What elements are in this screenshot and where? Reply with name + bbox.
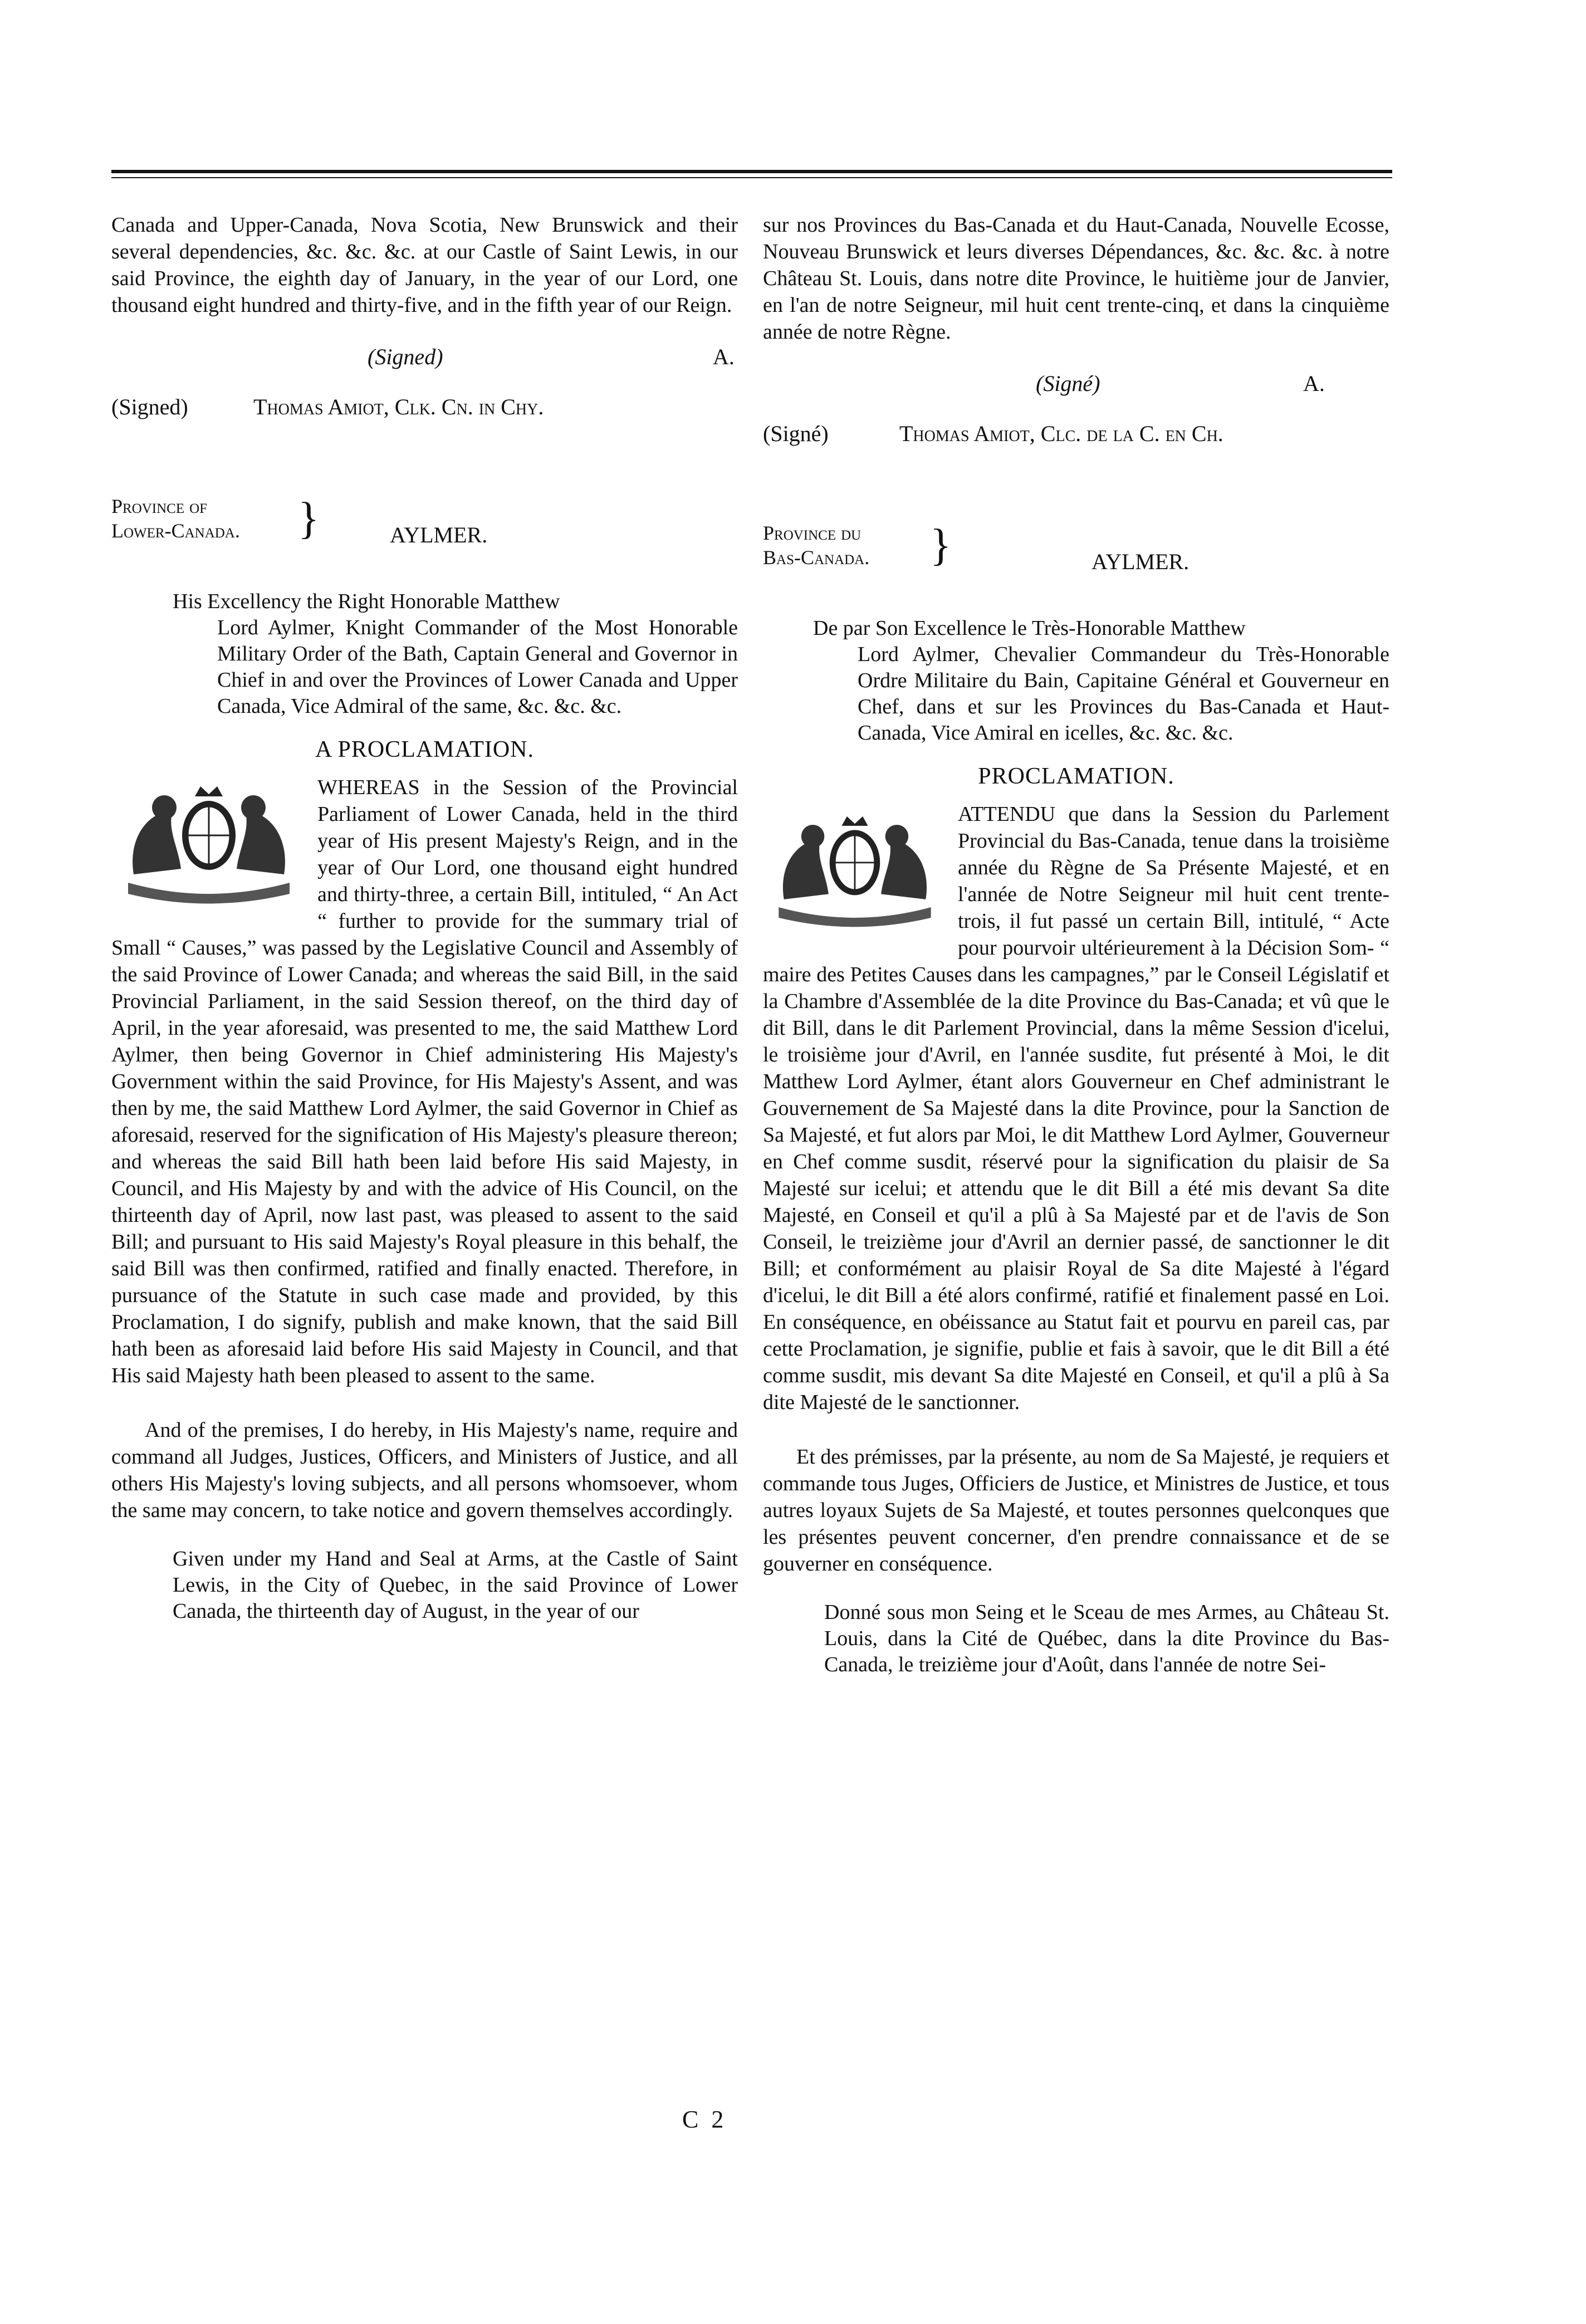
french-proclamation-title: PROCLAMATION. [978,764,1174,789]
header-rule-thick [111,170,1392,173]
english-governor-name: AYLMER. [390,522,488,547]
french-column [763,212,1389,1699]
english-province-line1: Province of [111,495,208,517]
royal-arms-icon [111,780,306,908]
english-given-paragraph: Given under my Hand and Seal at Arms, at the Castle of Saint Lewis, in the City of Quebec, in the said Province of Lower Canada, the thirteenth day of August, in the year of our [173,1547,738,1623]
english-province-block [111,494,738,578]
english-address-rest: Lord Aylmer, Knight Commander of the Most Honorable Military Order of the Bath, Captain General and Governor in Chief in and over the Provinces of Lower Canada and Upper Canada, Vice Admiral of the same, &c. &c. &c. [217,616,738,718]
english-proclamation-title: A PROCLAMATION. [315,737,535,762]
english-clerk-name: Thomas Amiot, Clk. Cn. in Chy. [253,394,544,419]
english-province-label [111,494,240,543]
french-whereas-paragraph: ATTENDU que dans la Session du Parlement Provincial du Bas-Canada, tenue dans la troisième année du Règne de Sa Présente Majesté, et en l'année de Notre Seigneur mil huit cent trente-trois, il fut passé un certain Bill, intitulé, “ Acte pour pourvoir ultérieurement à la Décision Som- “ maire des Petites Causes dans les campagnes,” par le Conseil Législatif et la Chambre d'Assemblée de la dite Province du Bas-Canada; et vû que le dit Bill, dans le dit Parlement Provincial, dans la même Session d'icelui, le troisième jour d'Avril, en l'année susdite, fut présenté à Moi, le dit Matthew Lord Aylmer, étant alors Gouverneur en Chef administrant le Gouvernement de Sa Majesté dans la dite Province, pour la Sanction de Sa Majesté, et fut alors par Moi, le dit Matthew Lord Aylmer, Gouverneur en Chef comme susdit, réservé pour la signification du plaisir de Sa Majesté sur icelui; et attendu que le dit Bill a été mis devant Sa dite Majesté, en Conseil et qu'il a plû à Sa Majesté par et de l'avis de Son Conseil, le treizième jour d'Avril an dernier passé, de sanctionner le dit Bill; et conformément au plaisir Royal de Sa dite Majesté à l'égard d'icelui, le dit Bill a été alors confirmé, ratifié et finalement passé en Loi. En conséquence, en obéissance au Statut fait et pourvu en pareil cas, par cette Proclamation, je signifie, publie et fais à savoir, que le dit Bill a été comme susdit, mis devant Sa dite Majesté en Conseil, et qu'il a plû à Sa dite Majesté de le sanctionner. [763,803,1389,1414]
page-folio: C 2 [682,2106,727,2133]
english-signature-line [111,344,738,377]
english-column [111,212,738,1646]
english-intro-paragraph: Canada and Upper-Canada, Nova Scotia, New Brunswick and their several dependencies, &c. &c. &c. at our Castle of Saint Lewis, in our said Province, the eighth day of January, in the year of our Lord, one thousand eight hundred and thirty-five, and in the fifth year of our Reign. [111,213,738,317]
english-province-brace: } [298,494,320,543]
french-whereas-block [763,801,1389,1416]
english-address-block [173,589,738,720]
french-clerk-signed: (Signé) [763,421,829,446]
french-given-paragraph: Donné sous mon Seing et le Sceau de mes Armes, au Château St. Louis, dans la Cité de Québec, dans la dite Province du Bas-Canada, le treizième jour d'Août, dans l'année de notre Sei- [824,1601,1389,1676]
french-clerk-line [763,420,1389,454]
french-address-line1: De par Son Excellence le Très-Honorable Matthew [813,617,1246,640]
english-clerk-line [111,394,738,427]
french-province-label [763,521,869,570]
english-whereas-block [111,774,738,1389]
french-province-block [763,521,1389,604]
english-clerk-signed: (Signed) [111,394,188,419]
french-signed-mark: (Signé) [1036,371,1100,396]
french-signed-initial: A. [1303,371,1325,396]
royal-arms-icon [763,806,947,935]
english-whereas-paragraph: WHEREAS in the Session of the Provincial Parliament of Lower Canada, held in the third year of His present Majesty's Reign, and in the year of Our Lord, one thousand eight hundred and thirty-three, a certain Bill, intituled, “ An Act “ further to provide for the summary trial of Small “ Causes,” was passed by the Legislative Council and Assembly of the said Province of Lower Canada; and whereas the said Bill, in the said Provincial Parliament, in the said Session thereof, on the third day of April, in the year aforesaid, was presented to me, the said Matthew Lord Aylmer, then being Governor in Chief administering His Majesty's Government within the said Province, for His Majesty's Assent, and was then by me, the said Matthew Lord Aylmer, the said Governor in Chief as aforesaid, reserved for the signification of His Majesty's pleasure thereon; and whereas the said Bill hath been laid before His said Majesty, in Council, and His Majesty by and with the advice of His Council, on the thirteenth day of April, now last past, was pleased to assent to the said Bill; and pursuant to His said Majesty's Royal pleasure in this behalf, the said Bill was then confirmed, ratified and finally enacted. Therefore, in pursuance of the Statute in such case made and provided, by this Proclamation, I do signify, publish and make known, that the said Bill hath been as aforesaid laid before His said Majesty in Council, and that His said Majesty hath been pleased to assent to the same. [111,776,738,1387]
english-signed-initial: A. [713,344,735,369]
english-signed-mark: (Signed) [368,344,443,369]
french-intro-paragraph: sur nos Provinces du Bas-Canada et du Haut-Canada, Nouvelle Ecosse, Nouveau Brunswick et leurs diverses Dépendances, &c. &c. &c. à notre Château St. Louis, dans notre dite Province, le huitième jour de Janvier, en l'an de notre Seigneur, mil huit cent trente-cinq, et dans la cinquième année de notre Règne. [763,213,1389,344]
french-province-line1: Province du [763,522,861,544]
french-province-brace: } [930,521,952,570]
english-address-line1: His Excellency the Right Honorable Matthew [173,590,560,613]
french-clerk-name: Thomas Amiot, Clc. de la C. en Ch. [899,421,1223,446]
french-governor-name: AYLMER. [1091,549,1190,574]
french-address-block [813,615,1389,746]
english-province-line2: Lower-Canada. [111,520,240,542]
english-premises-paragraph: And of the premises, I do hereby, in His Majesty's name, require and command all Judges, Justices, Officers, and Ministers of Justice, and all others His Majesty's loving subjects, and all persons whomsoever, whom the same may concern, to take notice and govern themselves accordingly. [111,1418,738,1522]
french-premises-paragraph: Et des prémisses, par la présente, au nom de Sa Majesté, je requiers et commande tous Juges, Officiers de Justice, et Ministres de Justice, et tous autres loyaux Sujets de Sa Majesté, et toutes personnes quelconques que les présentes peuvent concerner, d'en prendre connaissance et de se gouverner en conséquence. [763,1445,1389,1576]
french-address-rest: Lord Aylmer, Chevalier Commandeur du Très-Honorable Ordre Militaire du Bain, Capitaine Général et Gouverneur en Chef, dans et sur les Provinces du Bas-Canada et Haut-Canada, Vice Amiral en icelles, &c. &c. &c. [858,643,1389,745]
french-signature-line [763,370,1389,404]
header-rule-thin [111,177,1392,178]
french-province-line2: Bas-Canada. [763,546,870,569]
